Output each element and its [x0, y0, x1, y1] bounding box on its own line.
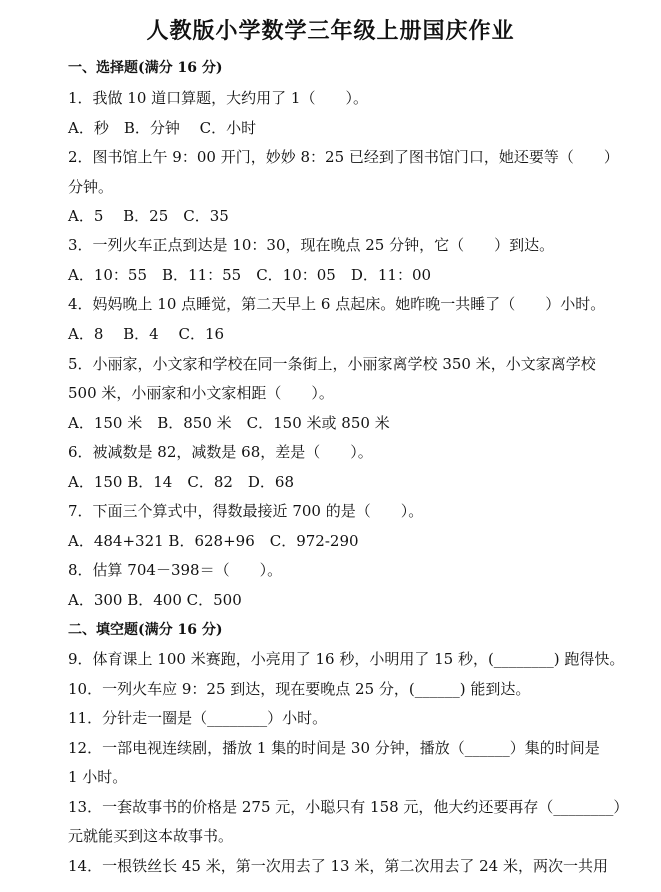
question-5: 5．小丽家，小文家和学校在同一条街上，小丽家离学校 350 米，小文家离学校	[68, 355, 596, 373]
question-1-options: A．秒 B．分钟 C．小时	[68, 119, 257, 137]
question-6-options: A．150 B．14 C．82 D．68	[68, 473, 295, 491]
question-10: 10．一列火车应 9：25 到达，现在要晚点 25 分，(______) 能到达。	[68, 680, 531, 698]
question-8: 8．估算 704－398＝（ ）。	[68, 561, 283, 579]
question-11: 11．分针走一圈是（________）小时。	[68, 709, 328, 727]
question-1: 1．我做 10 道口算题，大约用了 1（ ）。	[68, 89, 368, 107]
question-7-options: A．484+321 B．628+96 C．972-290	[68, 532, 359, 550]
question-12: 12．一部电视连续剧，播放 1 集的时间是 30 分钟，播放（______）集的时间是	[68, 739, 600, 757]
question-5-cont: 500 米，小丽家和小文家相距（ ）。	[68, 384, 334, 402]
question-13-cont: 元就能买到这本故事书。	[68, 827, 234, 845]
question-3: 3．一列火车正点到达是 10：30，现在晚点 25 分钟，它（ ）到达。	[68, 236, 555, 254]
page-title: 人教版小学数学三年级上册国庆作业	[146, 19, 515, 44]
question-2-cont: 分钟。	[68, 178, 114, 196]
question-2: 2．图书馆上午 9：00 开门，妙妙 8：25 已经到了图书馆门口，她还要等（ ）	[68, 148, 619, 166]
section-heading-choice: 一、选择题(满分 16 分)	[68, 60, 223, 76]
question-8-options: A．300 B．400 C．500	[68, 591, 242, 609]
question-5-options: A．150 米 B．850 米 C．150 米或 850 米	[68, 414, 390, 432]
question-12-cont: 1 小时。	[68, 768, 128, 786]
question-9: 9．体育课上 100 米赛跑，小亮用了 16 秒，小明用了 15 秒，(________) 跑得快。	[68, 650, 625, 668]
question-14: 14．一根铁丝长 45 米，第一次用去了 13 米，第二次用去了 24 米，两次一共用	[68, 857, 608, 875]
section-heading-fill: 二、填空题(满分 16 分)	[68, 622, 223, 638]
question-4: 4．妈妈晚上 10 点睡觉，第二天早上 6 点起床。她昨晚一共睡了（ ）小时。	[68, 295, 606, 313]
question-6: 6．被减数是 82，减数是 68，差是（ ）。	[68, 443, 373, 461]
question-7: 7．下面三个算式中，得数最接近 700 的是（ ）。	[68, 502, 424, 520]
question-2-options: A．5 B．25 C．35	[68, 207, 229, 225]
question-13: 13．一套故事书的价格是 275 元，小聪只有 158 元，他大约还要再存（________）	[68, 798, 629, 816]
question-4-options: A．8 B．4 C．16	[68, 325, 225, 343]
question-3-options: A．10：55 B．11：55 C．10：05 D．11：00	[68, 266, 432, 284]
